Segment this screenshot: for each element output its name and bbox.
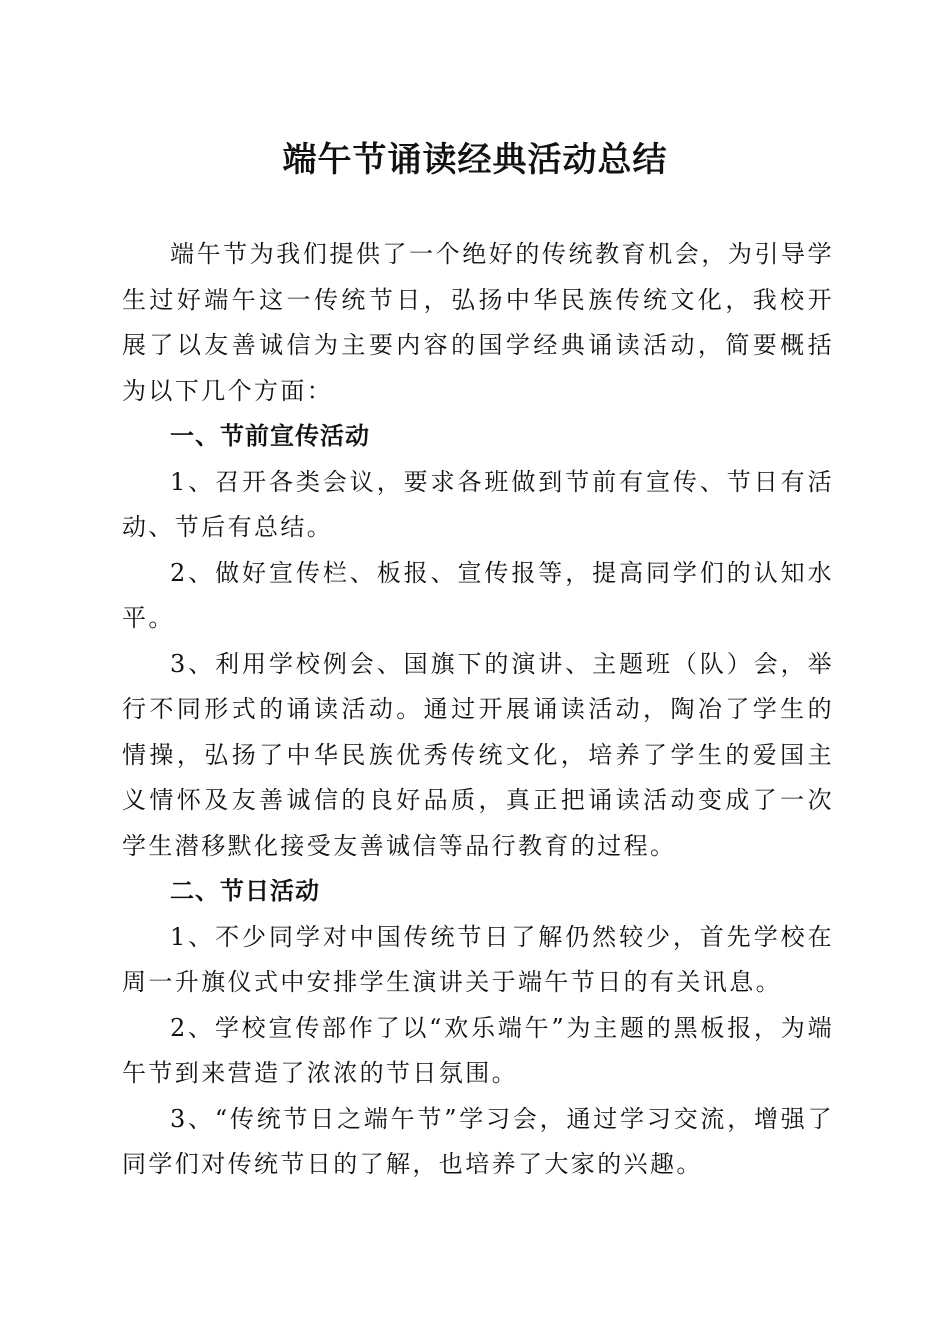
intro-paragraph: 端午节为我们提供了一个绝好的传统教育机会，为引导学生过好端午这一传统节日，弘扬中华民族传统文化，我校开展了以友善诚信为主要内容的国学经典诵读活动，简要概括为以下几个方面： — [122, 240, 834, 405]
section2-item-1: 1、不少同学对中国传统节日了解仍然较少，首先学校在周一升旗仪式中安排学生演讲关于端午节日的有关讯息。 — [122, 922, 834, 996]
section1-item-1: 1、召开各类会议，要求各班做到节前有宣传、节日有活动、节后有总结。 — [122, 467, 834, 541]
section1-item-3: 3、利用学校例会、国旗下的演讲、主题班（队）会，举行不同形式的诵读活动。通过开展诵读活动，陶冶了学生的情操，弘扬了中华民族优秀传统文化，培养了学生的爱国主义情怀及友善诚信的良好品质，真正把诵读活动变成了一次学生潜移默化接受友善诚信等品行教育的过程。 — [122, 649, 834, 860]
section-heading-festival-day: 二、节日活动 — [170, 877, 320, 905]
document-body — [122, 232, 834, 1188]
document-title: 端午节诵读经典活动总结 — [282, 140, 668, 180]
section-heading-pre-festival: 一、节前宣传活动 — [170, 422, 370, 450]
section2-item-2: 2、学校宣传部作了以“欢乐端午”为主题的黑板报，为端午节到来营造了浓浓的节日氛围。 — [122, 1013, 834, 1087]
section1-item-2: 2、做好宣传栏、板报、宣传报等，提高同学们的认知水平。 — [122, 558, 834, 632]
section2-item-3: 3、“传统节日之端午节”学习会，通过学习交流，增强了同学们对传统节日的了解，也培养了大家的兴趣。 — [122, 1104, 834, 1178]
